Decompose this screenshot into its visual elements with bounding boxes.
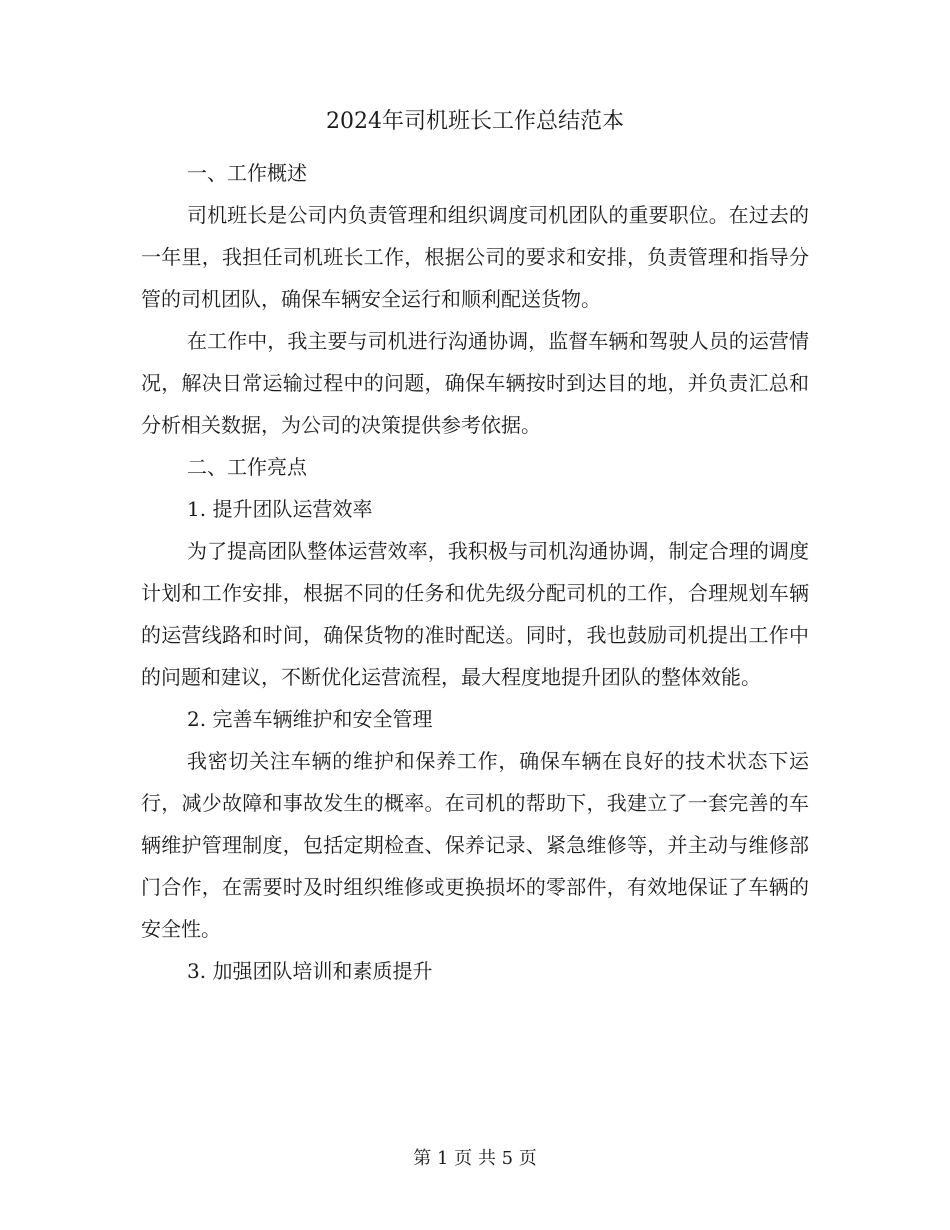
paragraph-efficiency: 为了提高团队整体运营效率，我积极与司机沟通协调，制定合理的调度计划和工作安排，根据不同的任务和优先级分配司机的工作，合理规划车辆的运营线路和时间，确保货物的准时配送。同时，我也鼓励司机提出工作中的问题和建议，不断优化运营流程，最大程度地提升团队的整体效能。 bbox=[141, 539, 809, 689]
page-footer: 第 1 页 共 5 页 bbox=[413, 1148, 537, 1169]
document-title: 2024年司机班长工作总结范本 bbox=[326, 109, 624, 134]
subsection-heading-efficiency: 1. 提升团队运营效率 bbox=[187, 497, 373, 521]
document-body bbox=[141, 152, 809, 992]
paragraph-overview-1: 司机班长是公司内负责管理和组织调度司机团队的重要职位。在过去的一年里，我担任司机班长工作，根据公司的要求和安排，负责管理和指导分管的司机团队，确保车辆安全运行和顺利配送货物。 bbox=[141, 203, 809, 311]
subsection-heading-maintenance: 2. 完善车辆维护和安全管理 bbox=[187, 707, 433, 731]
section-heading-overview: 一、工作概述 bbox=[187, 161, 307, 185]
paragraph-maintenance: 我密切关注车辆的维护和保养工作，确保车辆在良好的技术状态下运行，减少故障和事故发生的概率。在司机的帮助下，我建立了一套完善的车辆维护管理制度，包括定期检查、保养记录、紧急维修等，并主动与维修部门合作，在需要时及时组织维修或更换损坏的零部件，有效地保证了车辆的安全性。 bbox=[141, 749, 809, 941]
subsection-heading-training: 3. 加强团队培训和素质提升 bbox=[187, 959, 433, 983]
section-heading-highlights: 二、工作亮点 bbox=[187, 455, 307, 479]
paragraph-overview-2: 在工作中，我主要与司机进行沟通协调，监督车辆和驾驶人员的运营情况，解决日常运输过程中的问题，确保车辆按时到达目的地，并负责汇总和分析相关数据，为公司的决策提供参考依据。 bbox=[141, 329, 809, 437]
